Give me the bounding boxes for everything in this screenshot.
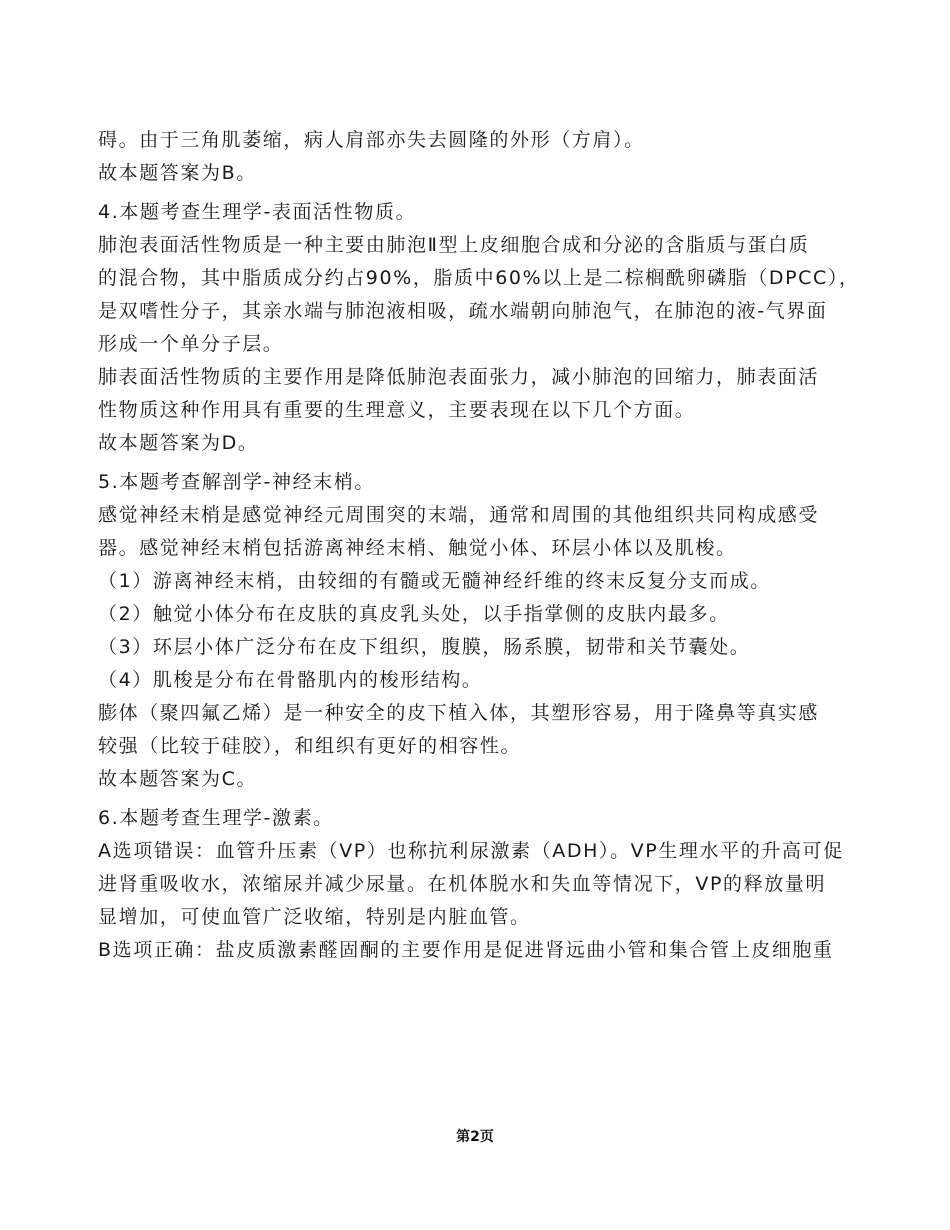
text-line: 肺表面活性物质的主要作用是降低肺泡表面张力，减小肺泡的回缩力，肺表面活 [98,366,820,388]
text-line: 肺泡表面活性物质是一种主要由肺泡Ⅱ型上皮细胞合成和分泌的含脂质与蛋白质 [98,234,810,256]
text-line: 6.本题考查生理学-激素。 [98,807,334,829]
text-line: 故本题答案为B。 [98,162,257,184]
text-line: 5.本题考查解剖学-神经末梢。 [98,471,375,493]
text-line: A选项错误：血管升压素（VP）也称抗利尿激素（ADH）。VP生理水平的升高可促 [98,840,844,862]
page-number: 第2页 [456,1129,494,1145]
text-line: 进肾重吸收水，浓缩尿并减少尿量。在机体脱水和失血等情况下，VP的释放量明 [98,873,827,895]
text-line: B选项正确：盐皮质激素醛固酮的主要作用是促进肾远曲小管和集合管上皮细胞重 [98,939,834,961]
text-line: 膨体（聚四氟乙烯）是一种安全的皮下植入体，其塑形容易，用于隆鼻等真实感 [98,702,820,724]
text-line: 显增加，可使血管广泛收缩，特别是内脏血管。 [98,906,531,928]
text-line: 故本题答案为C。 [98,768,258,790]
text-line: 的混合物，其中脂质成分约占90%，脂质中60%以上是二棕榈酰卵磷脂（DPCC）， [98,267,860,289]
text-line: 故本题答案为D。 [98,432,259,454]
text-line: 性物质这种作用具有重要的生理意义，主要表现在以下几个方面。 [98,399,696,421]
text-line: 形成一个单分子层。 [98,333,284,355]
text-line: （3）环层小体广泛分布在皮下组织，腹膜，肠系膜，韧带和关节囊处。 [98,636,751,658]
text-line: （2）触觉小体分布在皮肤的真皮乳头处，以手指掌侧的皮肤内最多。 [98,603,730,625]
document-body [98,124,868,967]
text-line: 是双嗜性分子，其亲水端与肺泡液相吸，疏水端朝向肺泡气，在肺泡的液-气界面 [98,300,828,322]
text-line: 碍。由于三角肌萎缩，病人肩部亦失去圆隆的外形（方肩）。 [98,129,645,151]
text-line: 器。感觉神经末梢包括游离神经末梢、触觉小体、环层小体以及肌梭。 [98,537,737,559]
text-line: 感觉神经末梢是感觉神经元周围突的末端，通常和周围的其他组织共同构成感受 [98,504,820,526]
text-line: 较强（比较于硅胶），和组织有更好的相容性。 [98,735,522,757]
text-line: （4）肌梭是分布在骨骼肌内的梭形结构。 [98,669,483,691]
text-line: （1）游离神经末梢，由较细的有髓或无髓神经纤维的终末反复分支而成。 [98,570,771,592]
text-line: 4.本题考查生理学-表面活性物质。 [98,201,417,223]
